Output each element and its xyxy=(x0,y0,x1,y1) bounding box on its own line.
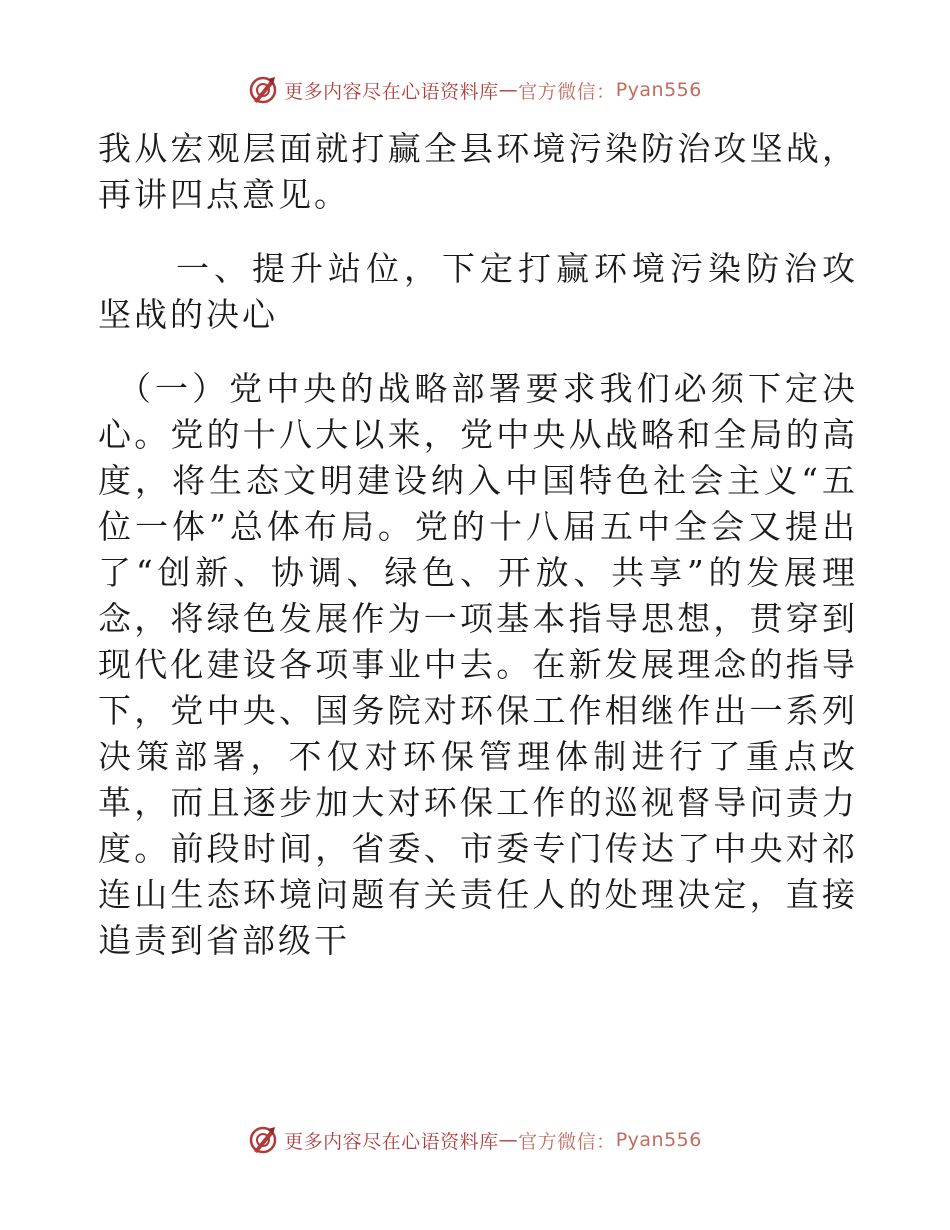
body-paragraph xyxy=(98,366,858,964)
subsection-title: （一）党中央的战略部署要求我们必须下定决心。 xyxy=(98,369,858,454)
watermark-wechat-id: Pyan556 xyxy=(615,1129,702,1151)
quill-logo-icon xyxy=(248,1125,278,1155)
document-body xyxy=(98,126,858,964)
watermark-brand: 更多内容尽在心语资料库 xyxy=(284,1130,499,1153)
intro-paragraph: 我从宏观层面就打赢全县环境污染防治攻坚战，再讲四点意见。 xyxy=(98,129,858,214)
section-heading: 一、提升站位，下定打赢环境污染防治攻坚战的决心 xyxy=(98,249,858,334)
watermark-wechat-id: Pyan556 xyxy=(615,79,702,101)
body-text: 党的十八大以来，党中央从战略和全局的高度，将生态文明建设纳入中国特色社会主义“五位一体”总体布局。党的十八届五中全会又提出了“创新、协调、绿色、开放、共享”的发展理念，将绿色发展作为一项基本指导思想，贯穿到现代化建设各项事业中去。在新发展理念的指导下，党中央、国务院对环保工作相继作出一系列决策部署，不仅对环保管理体制进行了重点改革，而且逐步加大对环保工作的巡视督导问责力度。前段时间，省委、市委专门传达了中央对祁连山生态环境问题有关责任人的处理决定，直接追责到省部级干 xyxy=(98,415,859,960)
watermark-separator: — xyxy=(498,1129,519,1151)
header-watermark xyxy=(0,70,950,110)
watermark-wechat-label: 官方微信： xyxy=(518,1130,616,1153)
watermark-brand: 更多内容尽在心语资料库 xyxy=(284,80,499,103)
watermark-wechat-label: 官方微信： xyxy=(518,80,616,103)
quill-logo-icon xyxy=(248,75,278,105)
watermark-separator: — xyxy=(498,79,519,101)
footer-watermark xyxy=(0,1120,950,1160)
